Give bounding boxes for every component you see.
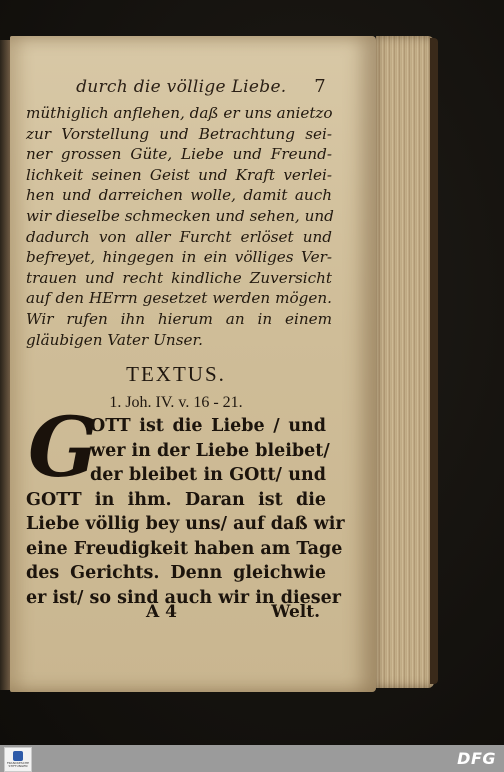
viewer-footer-bar	[0, 745, 504, 772]
running-head-title: durch die völlige Liebe.	[76, 77, 287, 97]
scripture-line: Liebe völlig bey uns/ auf daß wir	[26, 514, 345, 534]
text-line: gläubigen Vater Unser.	[26, 330, 203, 349]
signature-mark: A 4	[146, 602, 177, 622]
scripture-line: eine Freudigkeit haben am Tage	[26, 538, 343, 559]
page-number: 7	[314, 76, 326, 97]
catchword: Welt.	[271, 602, 320, 622]
scripture-text	[26, 414, 345, 610]
text-line: dadurch von aller Furcht erlöset und	[26, 227, 332, 246]
scripture-line: des Gerichts. Denn gleichwie	[26, 563, 326, 583]
book-cover-edge	[430, 38, 438, 684]
running-head	[26, 76, 326, 97]
body-text	[26, 103, 332, 350]
text-line: trauen und recht kindliche Zuversicht	[26, 268, 332, 287]
scripture-line: GOTT in ihm. Daran ist die	[26, 489, 326, 510]
library-logo[interactable]	[4, 747, 32, 772]
scripture-line: OTT ist die Liebe / und	[90, 416, 326, 436]
scripture-line: der bleibet in GOtt/ und	[90, 465, 326, 485]
drop-cap: G	[28, 400, 99, 496]
page-block-edges	[376, 36, 434, 688]
text-line: auf den HErrn gesetzet werden mögen.	[26, 289, 332, 308]
text-line: müthiglich anflehen, daß er uns anietzo	[26, 104, 333, 122]
text-line: befreyet, hingegen in ein völliges Ver-	[26, 248, 332, 267]
text-line: Wir rufen ihn hierum an in einem	[26, 309, 332, 328]
text-line: zur Vorstellung und Betrachtung sei-	[26, 124, 332, 143]
section-heading: TEXTUS.	[126, 362, 226, 386]
dfg-logo[interactable]: DFG	[457, 749, 496, 768]
scripture-reference: 1. Joh. IV. v. 16 - 21.	[109, 394, 243, 411]
text-line: wir dieselbe schmecken und sehen, und	[26, 206, 334, 225]
page-footer	[26, 602, 326, 626]
text-line: ner grossen Güte, Liebe und Freund-	[26, 145, 332, 164]
text-line: hen und darreichen wolle, damit auch	[26, 186, 332, 205]
text-line: lichkeit seinen Geist und Kraft verlei-	[26, 165, 332, 184]
book-spine-edge	[0, 40, 10, 690]
library-logo-text: FRANCKESCHE STIFTUNGEN	[6, 762, 30, 768]
scripture-line: er ist/ so sind auch wir in dieser	[26, 587, 341, 608]
library-logo-icon	[13, 751, 23, 761]
scripture-line: wer in der Liebe bleibet/	[90, 440, 330, 461]
